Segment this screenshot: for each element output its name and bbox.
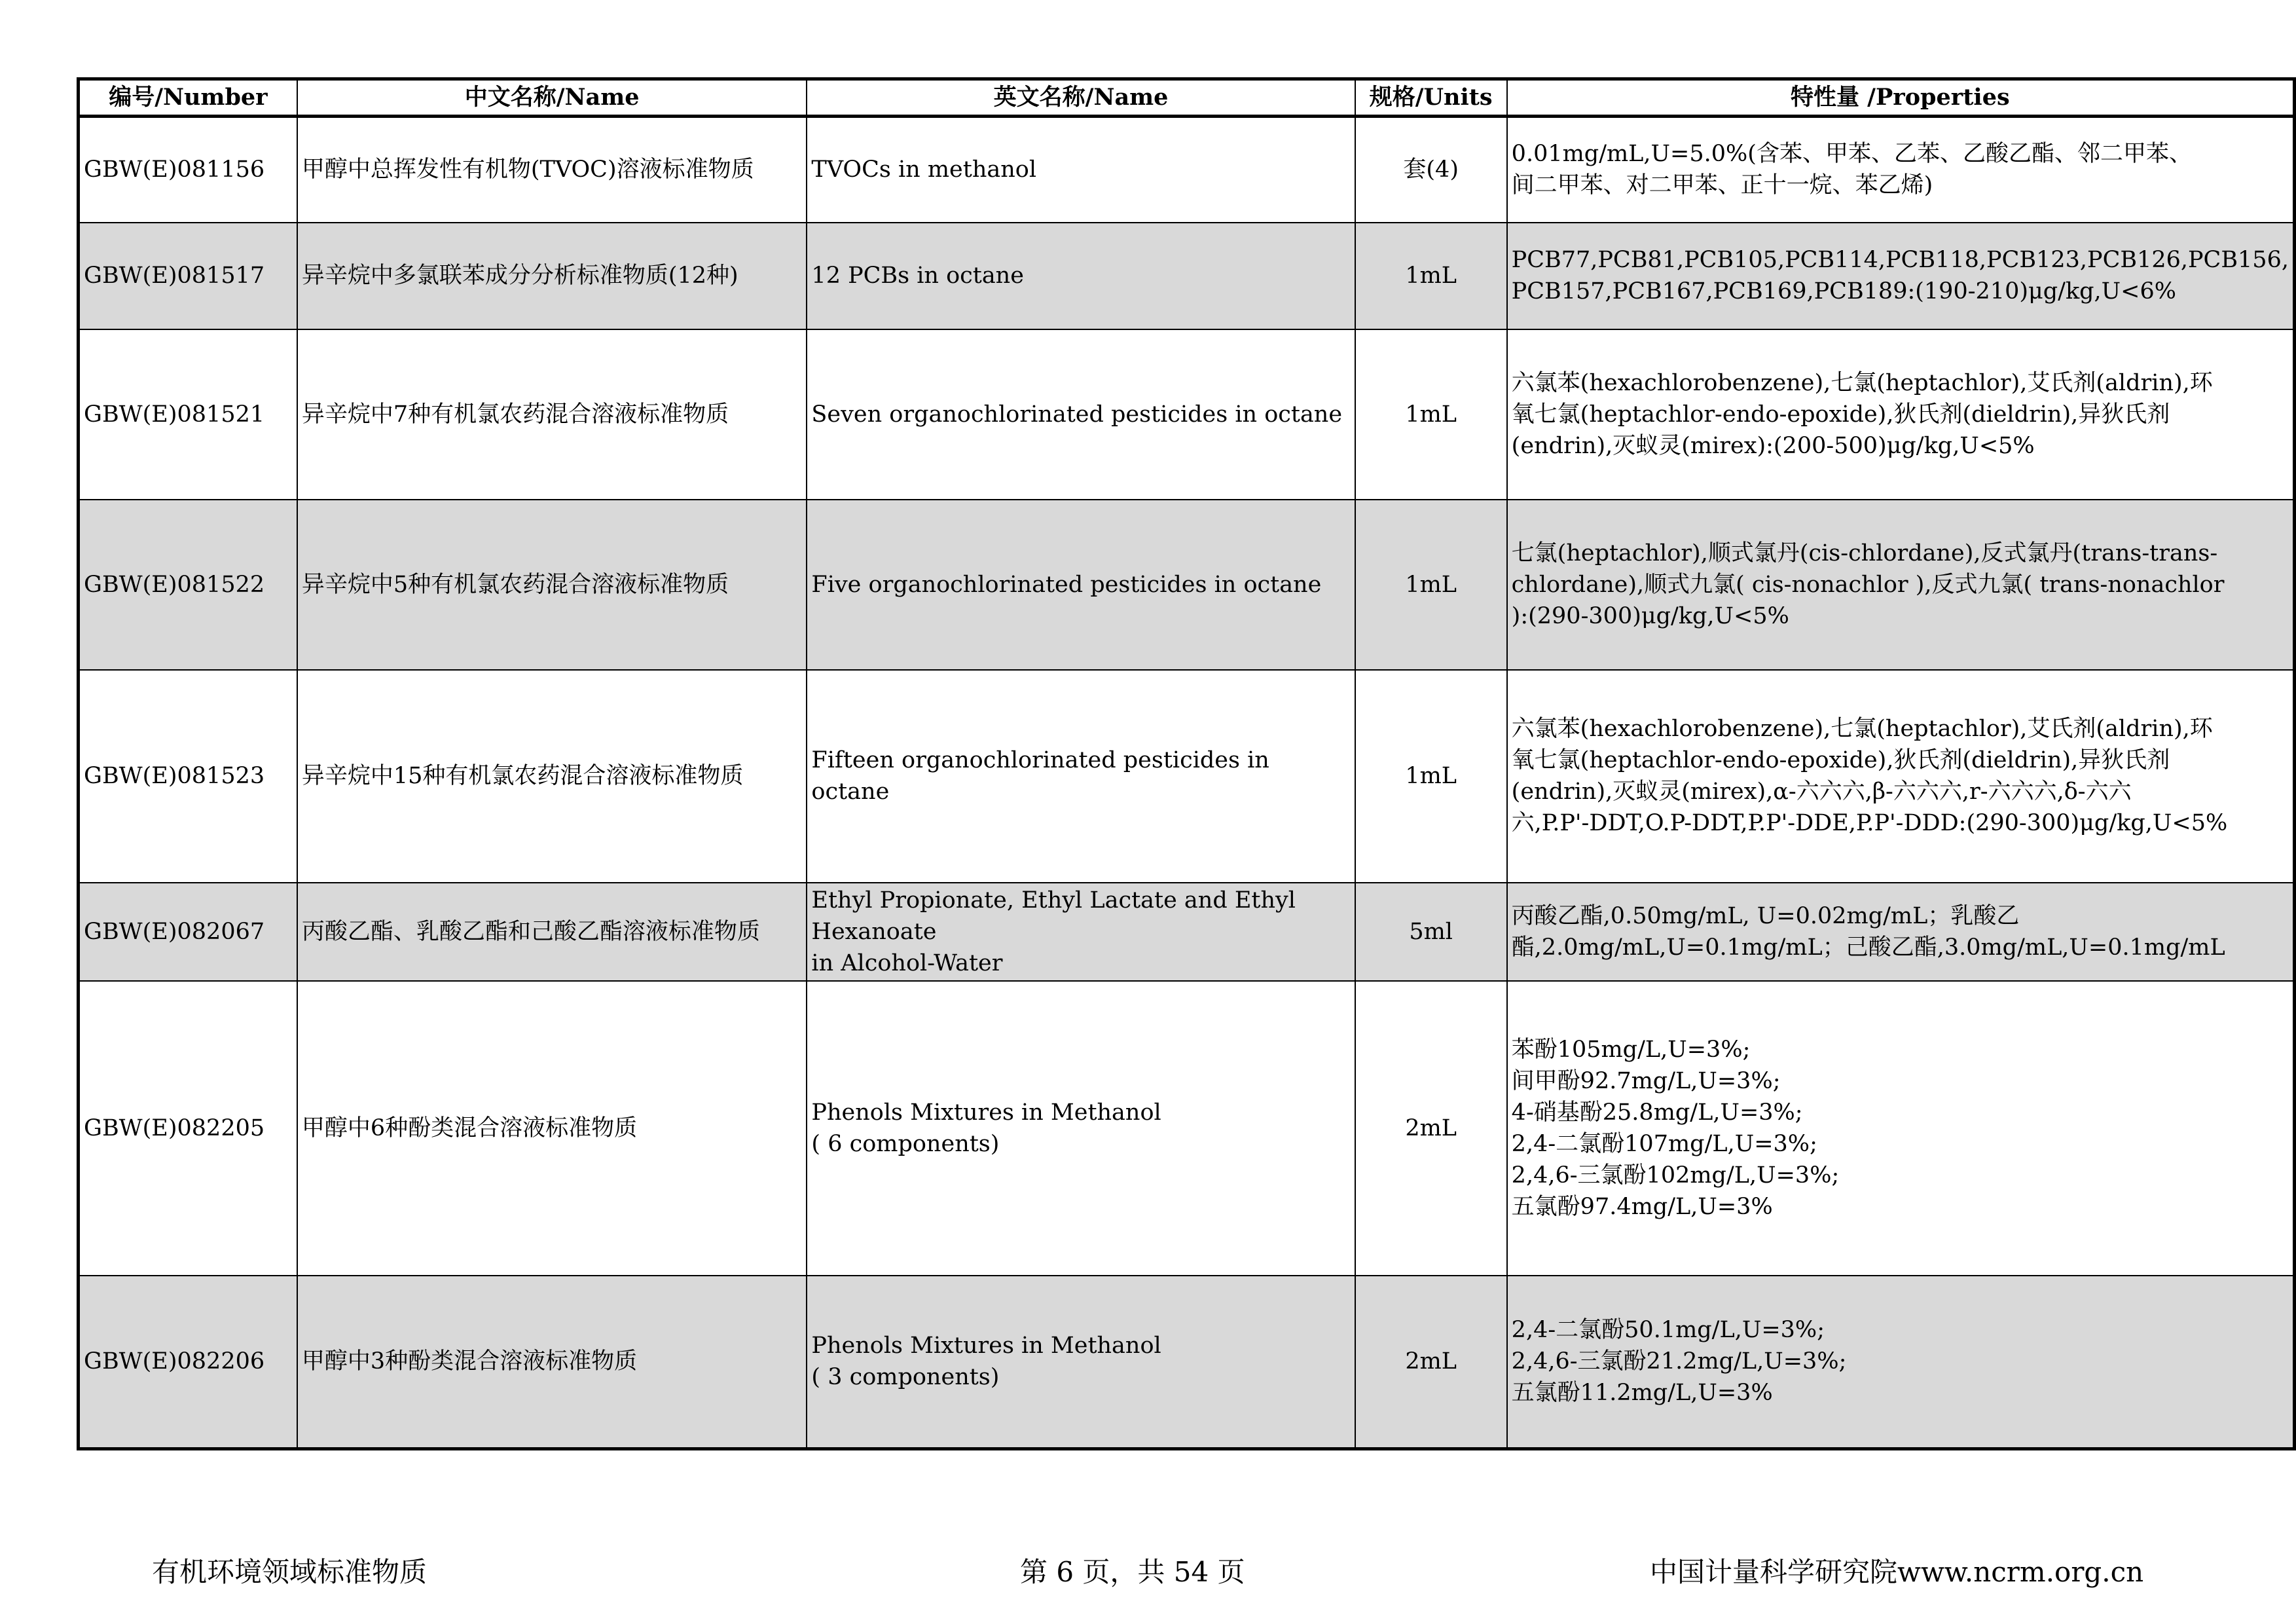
cell-number: GBW(E)081521 — [79, 329, 297, 500]
table-row — [79, 329, 2295, 500]
cell-units: 2mL — [1355, 1276, 1507, 1449]
table-row — [79, 117, 2295, 223]
cell-properties: 苯酚105mg/L,U=3%; 间甲酚92.7mg/L,U=3%; 4-硝基酚25.8mg/L,U=3%; 2,4-二氯酚107mg/L,U=3%; 2,4,6-三氯酚102mg/L,U=3%; 五氯酚97.4mg/L,U=3% — [1507, 981, 2295, 1276]
cell-cn-name: 甲醇中3种酚类混合溶液标准物质 — [297, 1276, 807, 1449]
cell-en-name: Seven organochlorinated pesticides in octane — [807, 329, 1355, 500]
cell-properties: 六氯苯(hexachlorobenzene),七氯(heptachlor),艾氏剂(aldrin),环 氧七氯(heptachlor-endo-epoxide),狄氏剂(dieldrin),异狄氏剂 (endrin),灭蚁灵(mirex):(200-500)μg/kg,U<5% — [1507, 329, 2295, 500]
cell-en-name: Fifteen organochlorinated pesticides in octane — [807, 670, 1355, 883]
cell-en-name: Ethyl Propionate, Ethyl Lactate and Ethyl Hexanoate in Alcohol-Water — [807, 883, 1355, 981]
header-properties: 特性量 /Properties — [1507, 79, 2295, 117]
cell-cn-name: 异辛烷中15种有机氯农药混合溶液标准物质 — [297, 670, 807, 883]
cell-cn-name: 甲醇中6种酚类混合溶液标准物质 — [297, 981, 807, 1276]
cell-number: GBW(E)081156 — [79, 117, 297, 223]
cell-number: GBW(E)082205 — [79, 981, 297, 1276]
cell-cn-name: 丙酸乙酯、乳酸乙酯和己酸乙酯溶液标准物质 — [297, 883, 807, 981]
cell-units: 1mL — [1355, 500, 1507, 670]
reference-materials-table — [77, 77, 2296, 1450]
cell-cn-name: 异辛烷中7种有机氯农药混合溶液标准物质 — [297, 329, 807, 500]
cell-units: 5ml — [1355, 883, 1507, 981]
header-units: 规格/Units — [1355, 79, 1507, 117]
cell-properties: 六氯苯(hexachlorobenzene),七氯(heptachlor),艾氏剂(aldrin),环 氧七氯(heptachlor-endo-epoxide),狄氏剂(dieldrin),异狄氏剂 (endrin),灭蚁灵(mirex),α-六六六,β-六六六,r-六六六,δ-六六 六,P.P'-DDT,O.P-DDT,P.P'-DDE,P.P'-DDD:(290-300)μg/kg,U<5% — [1507, 670, 2295, 883]
cell-number: GBW(E)081523 — [79, 670, 297, 883]
cell-cn-name: 甲醇中总挥发性有机物(TVOC)溶液标准物质 — [297, 117, 807, 223]
cell-units: 1mL — [1355, 223, 1507, 329]
table-row — [79, 883, 2295, 981]
footer-page-number: 第 6 页，共 54 页 — [1020, 1556, 1245, 1588]
cell-en-name: Phenols Mixtures in Methanol ( 3 components) — [807, 1276, 1355, 1449]
cell-properties: 0.01mg/mL,U=5.0%(含苯、甲苯、乙苯、乙酸乙酯、邻二甲苯、 间二甲苯、对二甲苯、正十一烷、苯乙烯) — [1507, 117, 2295, 223]
cell-number: GBW(E)082067 — [79, 883, 297, 981]
cell-number: GBW(E)081522 — [79, 500, 297, 670]
cell-units: 1mL — [1355, 670, 1507, 883]
cell-properties: 七氯(heptachlor),顺式氯丹(cis-chlordane),反式氯丹(trans-trans- chlordane),顺式九氯( cis-nonachlor ),反式九氯( trans-nonachlor ):(290-300)μg/kg,U<5% — [1507, 500, 2295, 670]
cell-cn-name: 异辛烷中5种有机氯农药混合溶液标准物质 — [297, 500, 807, 670]
table-row — [79, 500, 2295, 670]
cell-en-name: Phenols Mixtures in Methanol ( 6 components) — [807, 981, 1355, 1276]
header-number: 编号/Number — [79, 79, 297, 117]
header-cn-name: 中文名称/Name — [297, 79, 807, 117]
cell-en-name: Five organochlorinated pesticides in octane — [807, 500, 1355, 670]
table-header-row — [79, 79, 2295, 117]
footer-category: 有机环境领域标准物质 — [152, 1556, 428, 1588]
cell-number: GBW(E)081517 — [79, 223, 297, 329]
cell-units: 套(4) — [1355, 117, 1507, 223]
cell-number: GBW(E)082206 — [79, 1276, 297, 1449]
table-row — [79, 223, 2295, 329]
table-row — [79, 670, 2295, 883]
cell-properties: 2,4-二氯酚50.1mg/L,U=3%; 2,4,6-三氯酚21.2mg/L,U=3%; 五氯酚11.2mg/L,U=3% — [1507, 1276, 2295, 1449]
header-en-name: 英文名称/Name — [807, 79, 1355, 117]
cell-properties: PCB77,PCB81,PCB105,PCB114,PCB118,PCB123,PCB126,PCB156, PCB157,PCB167,PCB169,PCB189:(190-210)μg/kg,U<6% — [1507, 223, 2295, 329]
cell-units: 2mL — [1355, 981, 1507, 1276]
cell-en-name: TVOCs in methanol — [807, 117, 1355, 223]
table-row — [79, 981, 2295, 1276]
cell-units: 1mL — [1355, 329, 1507, 500]
cell-cn-name: 异辛烷中多氯联苯成分分析标准物质(12种) — [297, 223, 807, 329]
cell-en-name: 12 PCBs in octane — [807, 223, 1355, 329]
table-row — [79, 1276, 2295, 1449]
cell-properties: 丙酸乙酯,0.50mg/mL, U=0.02mg/mL；乳酸乙 酯,2.0mg/mL,U=0.1mg/mL；己酸乙酯,3.0mg/mL,U=0.1mg/mL — [1507, 883, 2295, 981]
footer-institute: 中国计量科学研究院www.ncrm.org.cn — [1650, 1556, 2144, 1588]
